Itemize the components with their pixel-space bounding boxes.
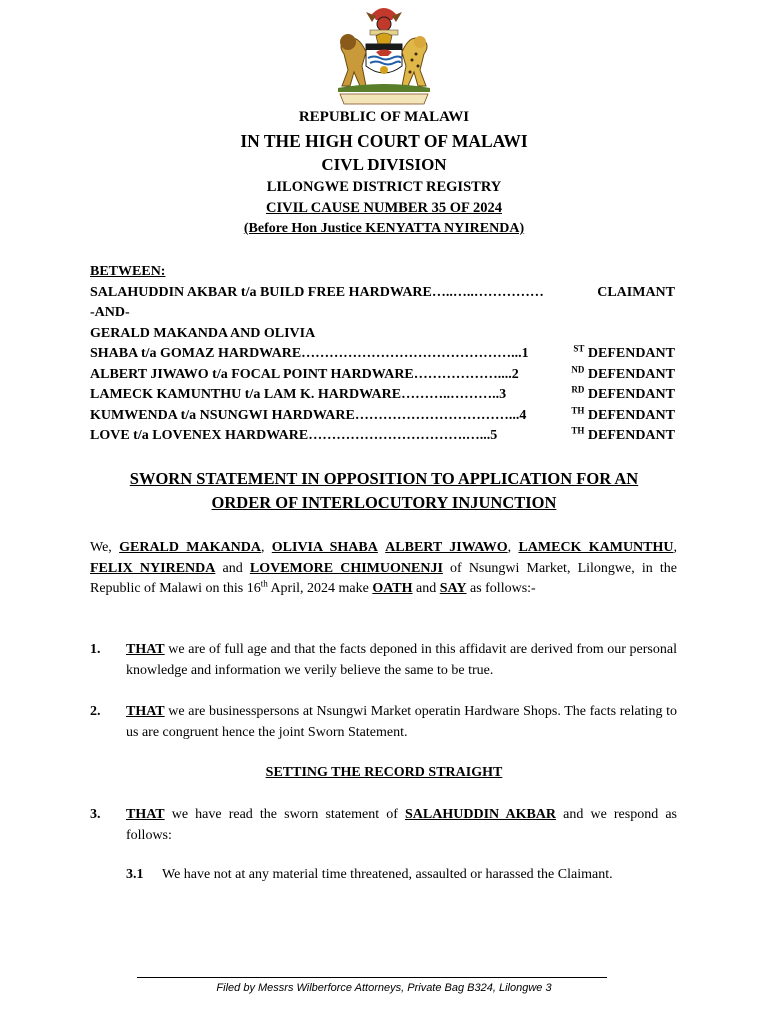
intro-text: April, 2024 make — [267, 581, 373, 596]
subparagraph-number: 3.1 — [126, 867, 144, 882]
footer-rule — [137, 977, 607, 978]
defendant-name: ALBERT JIWAWO t/a FOCAL POINT HARDWARE………………....2 — [90, 366, 519, 382]
defendant-name: LAMECK KAMUNTHU t/a LAM K. HARDWARE………..………..3 — [90, 387, 507, 402]
court-heading: IN THE HIGH COURT OF MALAWI — [240, 131, 528, 151]
document-title-line-1: SWORN STATEMENT IN OPPOSITION TO APPLICATION FOR AN — [129, 469, 639, 488]
division-heading: CIVL DIVISION — [321, 155, 447, 174]
deponent-name: OLIVIA SHABA — [271, 540, 378, 555]
defendant-line — [90, 344, 675, 365]
deponent-name: FELIX NYIRENDA — [90, 560, 216, 576]
defendant-role: DEFENDANT — [584, 407, 675, 423]
ordinal: RD — [571, 384, 585, 395]
that-word: THAT — [126, 807, 165, 822]
document-title-line-2: ORDER OF INTERLOCUTORY INJUNCTION — [211, 493, 557, 512]
numbered-paragraph — [126, 702, 677, 743]
intro-text: and — [412, 581, 440, 596]
paragraph-text: and we respond as follows: — [126, 807, 677, 843]
oath-word: OATH — [372, 581, 413, 596]
between-label: BETWEEN: — [90, 264, 166, 279]
deponent-name: GERALD MAKANDA — [119, 540, 261, 555]
intro-text: as follows:- — [466, 581, 536, 596]
defendant-role: DEFENDANT — [584, 366, 675, 382]
paragraph-number: 3. — [90, 807, 101, 822]
intro-text: , — [673, 540, 678, 555]
intro-paragraph — [90, 538, 677, 600]
say-word: SAY — [439, 581, 467, 596]
ordinal: TH — [571, 404, 585, 415]
defendant-line — [90, 365, 675, 386]
defendant-line — [90, 426, 675, 447]
paragraph-text: we are businesspersons at Nsungwi Market operatin Hardware Shops. The facts relating to us are congruent hence the joint Sworn Statement. — [126, 704, 677, 740]
ordinal: ND — [571, 363, 585, 374]
section-heading: SETTING THE RECORD STRAIGHT — [265, 765, 503, 780]
that-word: THAT — [126, 704, 165, 719]
claimant-reference: SALAHUDDIN AKBAR — [405, 807, 557, 822]
paragraph-text: we have read the sworn statement of — [164, 807, 405, 822]
cause-number: CIVIL CAUSE NUMBER 35 OF 2024 — [266, 200, 502, 216]
ordinal: th — [260, 578, 268, 589]
paragraph-number: 1. — [90, 642, 101, 657]
claimant-name: SALAHUDDIN AKBAR t/a BUILD FREE HARDWARE…..…..…………… — [90, 284, 544, 300]
deponent-name: ALBERT JIWAWO — [385, 540, 508, 555]
filing-footer: Filed by Messrs Wilberforce Attorneys, Private Bag B324, Lilongwe 3 — [216, 982, 552, 994]
that-word: THAT — [126, 642, 165, 657]
defendant-name-line: GERALD MAKANDA AND OLIVIA — [90, 325, 316, 341]
defendant-name: LOVE t/a LOVENEX HARDWARE…………………………….…...5 — [90, 428, 498, 443]
defendant-line — [90, 406, 675, 427]
intro-text: , — [260, 540, 272, 555]
defendant-role: DEFENDANT — [584, 428, 675, 443]
parties-block — [90, 262, 675, 447]
defendant-name: KUMWENDA t/a NSUNGWI HARDWARE……………………………...4 — [90, 407, 527, 423]
intro-text: of Nsungwi Market, Lilongwe, in the Republic of Malawi on this 16 — [90, 560, 677, 596]
registry-heading: LILONGWE DISTRICT REGISTRY — [266, 179, 502, 195]
intro-text: We, — [90, 540, 120, 555]
ordinal: TH — [571, 425, 585, 436]
subparagraph-text: We have not at any material time threatened, assaulted or harassed the Claimant. — [162, 867, 613, 882]
deponent-name: LOVEMORE CHIMUONENJI — [249, 560, 443, 576]
defendant-line — [90, 385, 675, 406]
paragraph-number: 2. — [90, 704, 101, 719]
defendant-role: DEFENDANT — [584, 346, 675, 361]
numbered-paragraph — [126, 805, 677, 846]
coat-of-arms-emblem — [326, 0, 442, 106]
numbered-paragraph — [126, 640, 677, 681]
ordinal: ST — [573, 343, 585, 354]
judge-line: (Before Hon Justice KENYATTA NYIRENDA) — [243, 221, 525, 236]
claimant-line — [90, 283, 675, 304]
and-separator: -AND- — [90, 305, 130, 320]
defendant-role: DEFENDANT — [584, 387, 675, 402]
paragraph-text: we are of full age and that the facts deponed in this affidavit are derived from our personal knowledge and information we verily believe the same to be true. — [126, 642, 677, 678]
claimant-role: CLAIMANT — [597, 284, 675, 300]
intro-text: , — [507, 540, 519, 555]
defendant-name: SHABA t/a GOMAZ HARDWARE………………………………………...1 — [90, 346, 529, 361]
deponent-name: LAMECK KAMUNTHU — [518, 540, 674, 555]
intro-text: and — [215, 560, 250, 576]
republic-heading: REPUBLIC OF MALAWI — [298, 109, 470, 125]
